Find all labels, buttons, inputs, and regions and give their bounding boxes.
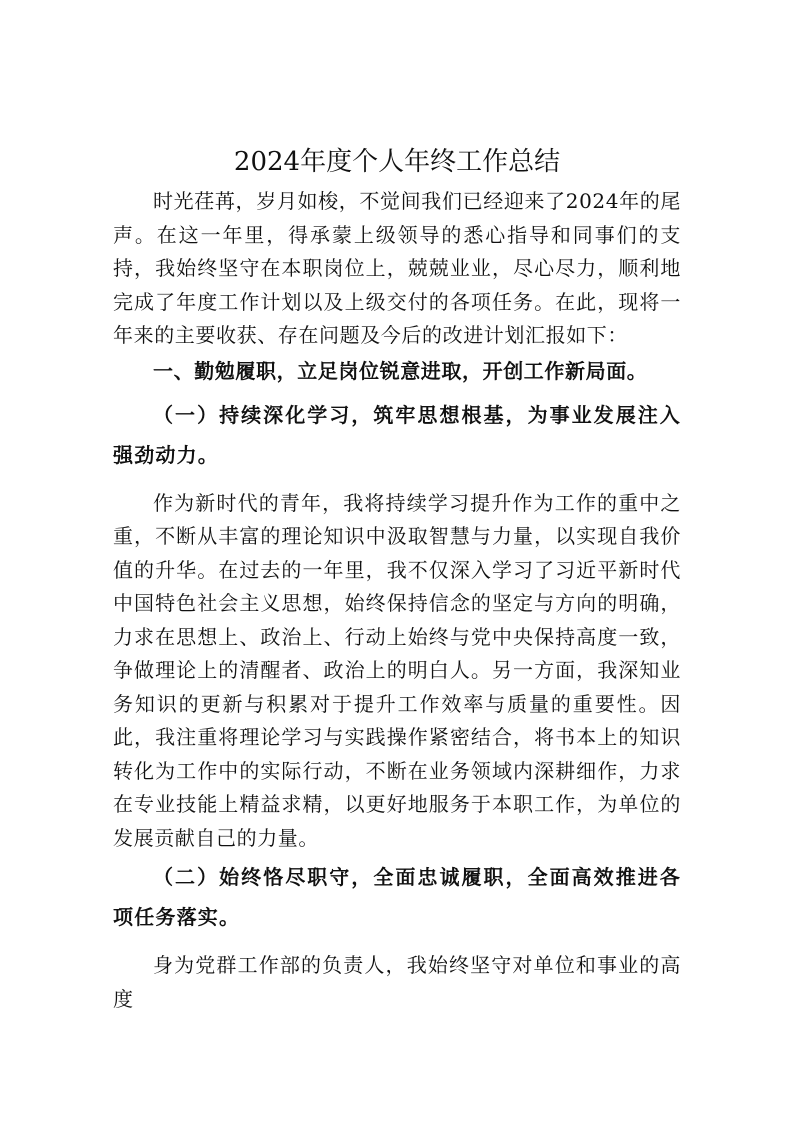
document-title: 2024年度个人年终工作总结 [233, 147, 561, 177]
intro-paragraph: 时光荏苒，岁月如梭，不觉间我们已经迎来了2024年的尾声。在这一年里，得承蒙上级领导的悉心指导和同事们的支持，我始终坚守在本职岗位上，兢兢业业，尽心尽力，顺利地完成了年度工作计划以及上级交付的各项任务。在此，现将一年来的主要收获、存在问题及今后的改进计划汇报如下： [113, 189, 681, 347]
document-body [113, 141, 681, 1016]
subsection-2-paragraph: 身为党群工作部的负责人，我始终坚守对单位和事业的高度 [113, 953, 681, 1011]
subsection-1-paragraph: 作为新时代的青年，我将持续学习提升作为工作的重中之重，不断从丰富的理论知识中汲取智慧与力量，以实现自我价值的升华。在过去的一年里，我不仅深入学习了习近平新时代中国特色社会主义思想，始终保持信念的坚定与方向的明确，力求在思想上、政治上、行动上始终与党中央保持高度一致，争做理论上的清醒者、政治上的明白人。另一方面，我深知业务知识的更新与积累对于提升工作效率与质量的重要性。因此，我注重将理论学习与实践操作紧密结合，将书本上的知识转化为工作中的实际行动，不断在业务领域内深耕细作，力求在专业技能上精益求精，以更好地服务于本职工作，为单位的发展贡献自己的力量。 [113, 490, 681, 850]
section-heading-1: 一、勤勉履职，立足岗位锐意进取，开创工作新局面。 [153, 358, 648, 383]
subsection-heading-2: （二）始终恪尽职守，全面忠诚履职，全面高效推进各项任务落实。 [113, 865, 681, 929]
subsection-heading-1: （一）持续深化学习，筑牢思想根基，为事业发展注入强劲动力。 [113, 402, 681, 467]
